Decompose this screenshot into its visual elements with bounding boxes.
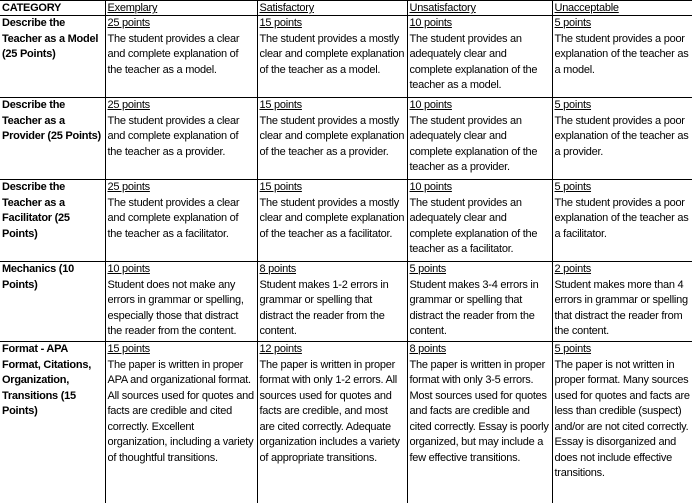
rating-cell [552, 98, 692, 180]
points-label: 15 points [107, 343, 150, 355]
points-label: 10 points [409, 181, 452, 193]
rating-cell [552, 16, 692, 98]
table-row [0, 98, 692, 180]
criterion-cell: Describe the Teacher as a Facilitator (25 Points) [0, 180, 105, 262]
rating-description: The student provides a clear and complete explanation of the teacher as a provider. [107, 114, 240, 158]
rating-cell [407, 98, 552, 180]
points-label: 5 points [554, 343, 592, 355]
header-row [0, 1, 692, 16]
rating-cell [407, 180, 552, 262]
rating-description: The paper is written in proper APA and organizational format. All sources used for quotes and facts are credible and cited correctly. Excellent organization, including a variety of thoughtful transitions. [107, 358, 254, 464]
rating-cell [105, 342, 257, 503]
points-label: 8 points [409, 343, 447, 355]
criterion-cell: Describe the Teacher as a Provider (25 Points) [0, 98, 105, 180]
criterion-cell: Mechanics (10 Points) [0, 262, 105, 342]
points-label: 10 points [409, 17, 452, 29]
table-row [0, 342, 692, 503]
rating-description: The student provides a poor explanation of the teacher as a facilitator. [554, 196, 689, 240]
rating-cell [257, 342, 407, 503]
rating-description: The student provides a poor explanation of the teacher as a model. [554, 32, 689, 76]
rating-cell [407, 262, 552, 342]
table-row [0, 180, 692, 262]
rating-description: The paper is written in proper format with only 1-2 errors. All sources used for quotes and facts are credible, and most are cited correctly. Adequate organization includes a variety of appropriate transitions. [259, 358, 400, 464]
rating-description: The student provides a mostly clear and complete explanation of the teacher as a provider. [259, 114, 405, 158]
points-label: 15 points [259, 181, 302, 193]
points-label: 25 points [107, 17, 150, 29]
rating-cell [257, 98, 407, 180]
rating-cell [257, 16, 407, 98]
header-level-unacceptable: Unacceptable [552, 1, 692, 16]
rating-description: The student provides an adequately clear and complete explanation of the teacher as a provider. [409, 114, 538, 173]
rating-description: The student provides a poor explanation of the teacher as a provider. [554, 114, 689, 158]
rating-cell [552, 342, 692, 503]
rating-cell [257, 262, 407, 342]
points-label: 5 points [554, 99, 592, 111]
rating-cell [105, 98, 257, 180]
rating-cell [407, 16, 552, 98]
rating-cell [105, 16, 257, 98]
rating-description: The paper is written in proper format with only 3-5 errors. Most sources used for quotes and facts are credible and cited correctly. Essay is poorly organized, but may include a few effective transitions. [409, 358, 549, 464]
rating-description: The student provides a mostly clear and complete explanation of the teacher as a model. [259, 32, 405, 76]
rating-description: Student makes 1-2 errors in grammar or spelling that distract the reader from the content. [259, 278, 389, 337]
rating-description: The student provides an adequately clear and complete explanation of the teacher as a facilitator. [409, 196, 538, 255]
points-label: 8 points [259, 263, 297, 275]
rating-cell [407, 342, 552, 503]
header-category: CATEGORY [0, 1, 105, 16]
criterion-cell: Describe the Teacher as a Model (25 Points) [0, 16, 105, 98]
rating-description: The student provides a clear and complete explanation of the teacher as a model. [107, 32, 240, 76]
points-label: 5 points [409, 263, 447, 275]
table-row [0, 262, 692, 342]
points-label: 5 points [554, 181, 592, 193]
rating-description: The paper is not written in proper format. Many sources used for quotes and facts are less than credible (suspect) and/or are not cited correctly. Essay is disorganized and does not include effective transitions. [554, 358, 690, 479]
points-label: 12 points [259, 343, 302, 355]
rating-description: Student does not make any errors in grammar or spelling, especially those that distract the reader from the content. [107, 278, 244, 337]
header-level-unsatisfactory: Unsatisfactory [407, 1, 552, 16]
criterion-cell: Format - APA Format, Citations, Organization, Transitions (15 Points) [0, 342, 105, 503]
rating-description: The student provides a clear and complete explanation of the teacher as a facilitator. [107, 196, 240, 240]
header-level-exemplary: Exemplary [105, 1, 257, 16]
points-label: 15 points [259, 17, 302, 29]
table-row [0, 16, 692, 98]
rating-cell [552, 180, 692, 262]
points-label: 5 points [554, 17, 592, 29]
points-label: 10 points [107, 263, 150, 275]
points-label: 10 points [409, 99, 452, 111]
rating-description: The student provides a mostly clear and complete explanation of the teacher as a facilitator. [259, 196, 405, 240]
rating-description: The student provides an adequately clear and complete explanation of the teacher as a model. [409, 32, 538, 91]
rating-cell [257, 180, 407, 262]
rating-description: Student makes 3-4 errors in grammar or spelling that distract the reader from the content. [409, 278, 539, 337]
points-label: 25 points [107, 99, 150, 111]
header-level-satisfactory: Satisfactory [257, 1, 407, 16]
rating-cell [105, 180, 257, 262]
rating-description: Student makes more than 4 errors in grammar or spelling that distract the reader from the content. [554, 278, 688, 337]
points-label: 25 points [107, 181, 150, 193]
points-label: 15 points [259, 99, 302, 111]
points-label: 2 points [554, 263, 592, 275]
rating-cell [552, 262, 692, 342]
rating-cell [105, 262, 257, 342]
